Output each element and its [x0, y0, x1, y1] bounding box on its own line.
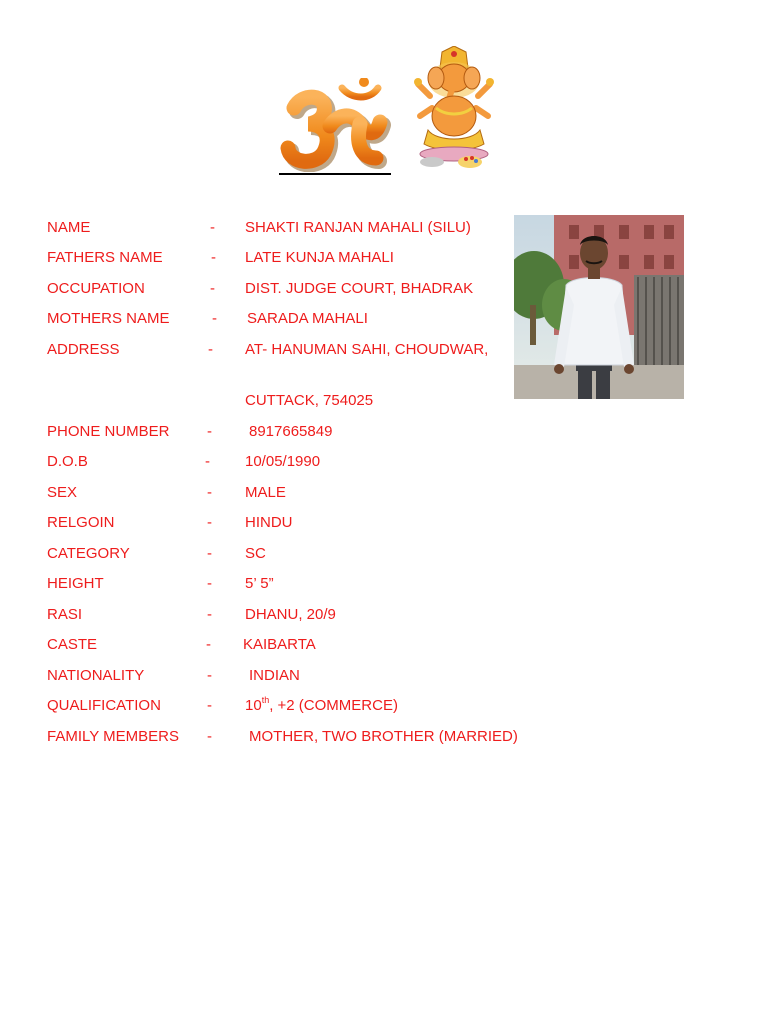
mothers-name-value: SARADA MAHALI [247, 310, 368, 327]
row-sex [0, 482, 768, 504]
address-label: ADDRESS [47, 341, 120, 358]
name-label: NAME [47, 219, 91, 236]
row-fathers-name [0, 247, 768, 269]
qualification-value [245, 695, 398, 717]
row-qualification [0, 695, 768, 717]
religion-value: HINDU [245, 514, 293, 531]
om-symbol-icon [280, 78, 392, 172]
row-caste [0, 634, 768, 656]
ganesha-image [410, 46, 498, 170]
phone-separator: - [207, 423, 212, 440]
phone-value: 8917665849 [249, 423, 333, 440]
rasi-separator: - [207, 606, 212, 623]
qualification-label: QUALIFICATION [47, 697, 161, 714]
mothers-name-separator: - [212, 310, 217, 327]
row-rasi [0, 604, 768, 626]
qualification-value-pre: 10 [245, 697, 262, 714]
dob-separator: - [205, 453, 210, 470]
row-mothers-name [0, 308, 768, 330]
nationality-label: NATIONALITY [47, 667, 145, 684]
row-address [0, 339, 768, 361]
sex-label: SEX [47, 484, 78, 501]
om-underline [279, 173, 391, 175]
height-value: 5’ 5” [245, 575, 274, 592]
qualification-value-post: , +2 (COMMERCE) [269, 697, 398, 714]
caste-value: KAIBARTA [243, 636, 316, 653]
row-religion [0, 512, 768, 534]
qualification-value-sup: th [261, 695, 270, 705]
row-phone [0, 421, 768, 443]
religion-separator: - [207, 514, 212, 531]
phone-label: PHONE NUMBER [47, 423, 170, 440]
mothers-name-label: MOTHERS NAME [47, 310, 170, 327]
category-value: SC [245, 545, 266, 562]
name-separator: - [210, 219, 215, 236]
address-value-line2: CUTTACK, 754025 [245, 392, 374, 409]
sex-separator: - [207, 484, 212, 501]
row-name [0, 217, 768, 239]
fathers-name-separator: - [211, 249, 216, 266]
family-value: MOTHER, TWO BROTHER (MARRIED) [249, 728, 518, 745]
profile-photo [514, 215, 684, 399]
row-family [0, 726, 768, 748]
row-nationality [0, 665, 768, 687]
fathers-name-label: FATHERS NAME [47, 249, 163, 266]
caste-separator: - [206, 636, 211, 653]
address-value: AT- HANUMAN SAHI, CHOUDWAR, [245, 341, 489, 358]
qualification-separator: - [207, 697, 212, 714]
address-separator: - [208, 341, 213, 358]
height-label: HEIGHT [47, 575, 104, 592]
sex-value: MALE [245, 484, 286, 501]
row-occupation [0, 278, 768, 300]
height-separator: - [207, 575, 212, 592]
occupation-label: OCCUPATION [47, 280, 145, 297]
family-separator: - [207, 728, 212, 745]
religion-label: RELGOIN [47, 514, 115, 531]
rasi-label: RASI [47, 606, 83, 623]
occupation-value: DIST. JUDGE COURT, BHADRAK [245, 280, 474, 297]
occupation-separator: - [210, 280, 215, 297]
row-height [0, 573, 768, 595]
category-label: CATEGORY [47, 545, 130, 562]
dob-value: 10/05/1990 [245, 453, 321, 470]
nationality-value: INDIAN [249, 667, 300, 684]
name-value: SHAKTI RANJAN MAHALI (SILU) [245, 219, 471, 236]
caste-label: CASTE [47, 636, 98, 653]
row-address-line2 [0, 390, 768, 412]
nationality-separator: - [207, 667, 212, 684]
dob-label: D.O.B [47, 453, 88, 470]
row-dob [0, 451, 768, 473]
rasi-value: DHANU, 20/9 [245, 606, 336, 623]
fathers-name-value: LATE KUNJA MAHALI [245, 249, 394, 266]
family-label: FAMILY MEMBERS [47, 728, 179, 745]
category-separator: - [207, 545, 212, 562]
row-category [0, 543, 768, 565]
